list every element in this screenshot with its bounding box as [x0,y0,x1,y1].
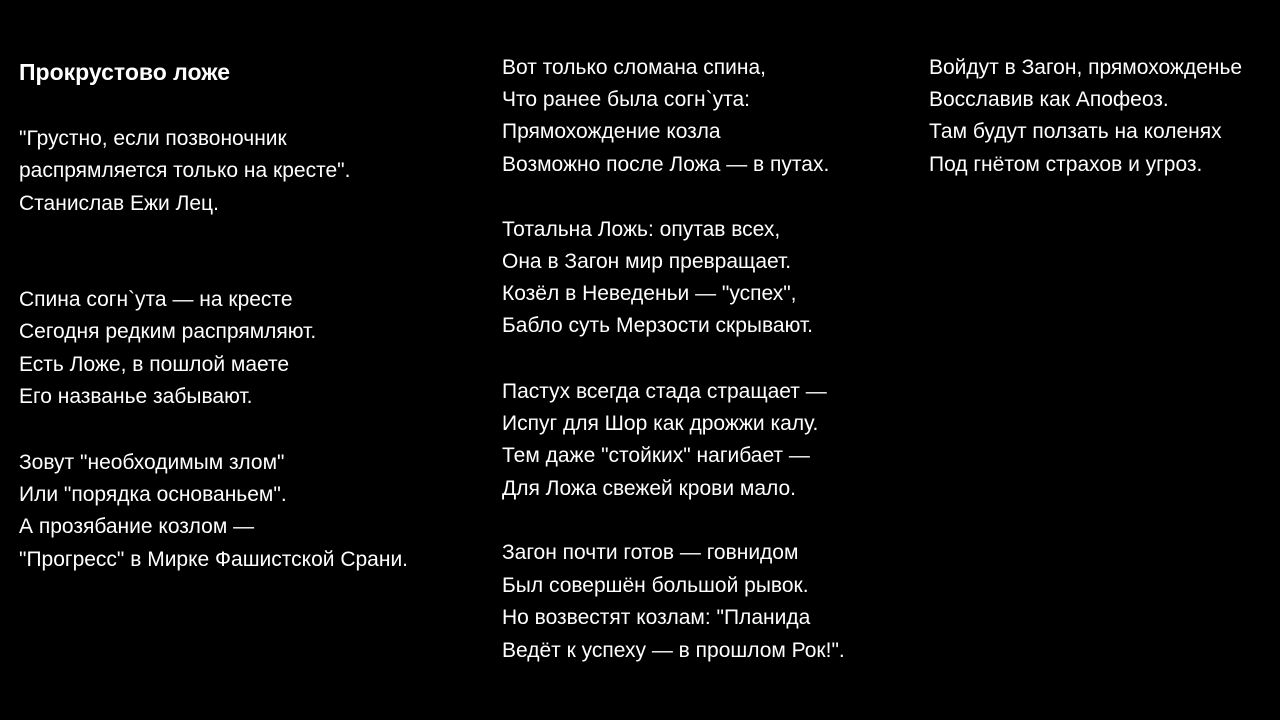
verse-line: Или "порядка основаньем". [19,483,287,506]
verse-line: А прозябание козлом — [19,515,255,538]
verse-line: Восславив как Апофеоз. [929,88,1169,111]
verse-line: Но возвестят козлам: "Планида [502,606,811,629]
verse-line: Был совершён большой рывок. [502,574,809,597]
verse-line: Она в Загон мир превращает. [502,250,792,273]
verse-line: "Прогресс" в Мирке Фашистской Срани. [19,548,409,571]
verse-line: Под гнётом страхов и угроз. [929,153,1203,176]
verse-line: Тем даже "стойких" нагибает — [502,444,810,467]
poem-title: Прокрустово ложе [19,59,231,85]
verse-line: Прямохождение козла [502,120,721,143]
verse-line: Что ранее была согн`ута: [502,88,750,111]
verse-line: Тотальна Ложь: опутав всех, [502,218,781,241]
verse-line: Пастух всегда стада стращает — [502,380,827,403]
verse-line: Его названье забывают. [19,385,253,408]
verse-line: Испуг для Шор как дрожжи калу. [502,412,819,435]
verse-line: Там будут ползать на коленях [929,120,1222,143]
epigraph-line: распрямляется только на кресте". [19,159,351,182]
verse-line: Бабло суть Мерзости скрывают. [502,314,814,337]
verse-line: Загон почти готов — говнидом [502,541,799,564]
verse-line: Сегодня редким распрямляют. [19,320,317,343]
verse-line: Для Ложа свежей крови мало. [502,477,797,500]
epigraph-author: Станислав Ежи Лец. [19,192,219,215]
verse-line: Возможно после Ложа — в путах. [502,153,830,176]
verse-line: Зовут "необходимым злом" [19,451,285,474]
verse-line: Вот только сломана спина, [502,56,767,79]
verse-line: Войдут в Загон, прямохожденье [929,56,1243,79]
verse-line: Ведёт к успеху — в прошлом Рок!". [502,639,845,662]
verse-line: Есть Ложе, в пошлой маете [19,353,290,376]
verse-line: Спина согн`ута — на кресте [19,288,293,311]
epigraph-line: "Грустно, если позвоночник [19,127,287,150]
verse-line: Козёл в Неведеньи — "успех", [502,282,797,305]
